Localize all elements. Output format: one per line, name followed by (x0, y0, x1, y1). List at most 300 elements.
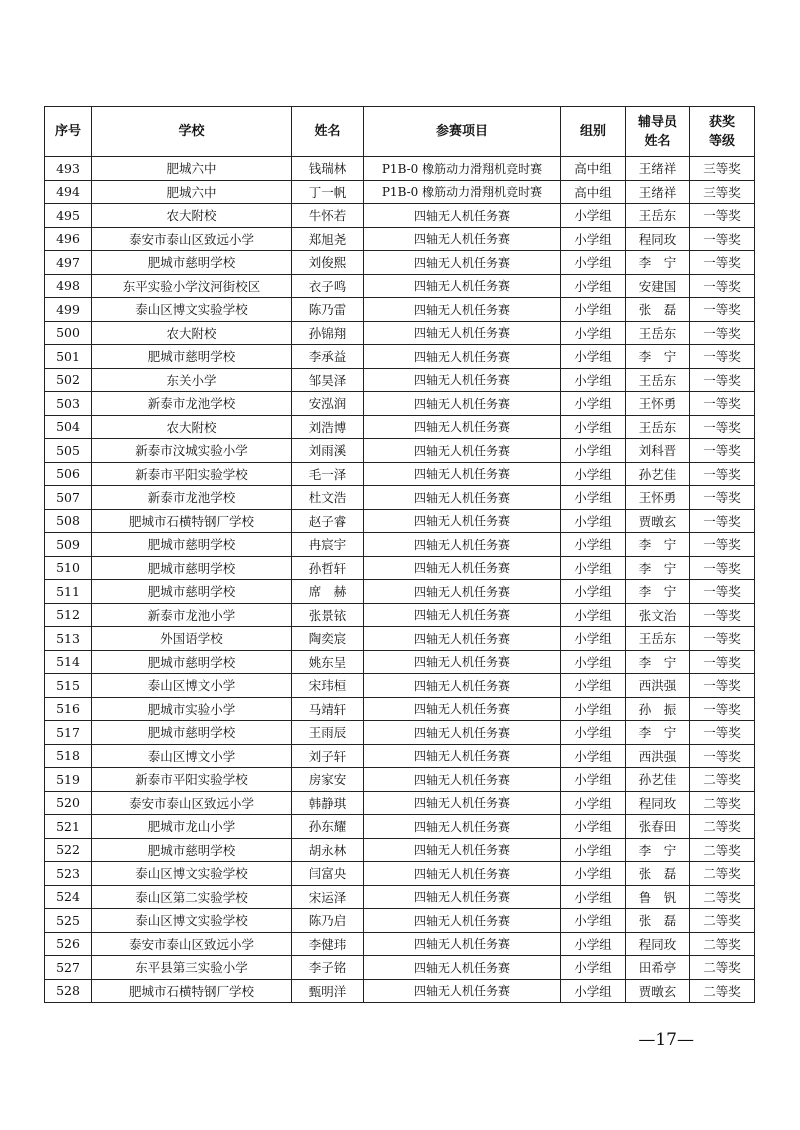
cell-school: 肥城市龙山小学 (92, 815, 292, 839)
cell-name: 李子铭 (292, 956, 364, 980)
cell-name: 毛一泽 (292, 462, 364, 486)
cell-tutor: 张春田 (626, 815, 690, 839)
header-row (45, 107, 755, 157)
cell-no: 496 (45, 227, 92, 251)
cell-tutor: 王怀勇 (626, 486, 690, 510)
cell-group: 小学组 (561, 227, 626, 251)
cell-group: 小学组 (561, 439, 626, 463)
cell-no: 505 (45, 439, 92, 463)
cell-name: 陶奕宸 (292, 627, 364, 651)
table-row (45, 650, 755, 674)
cell-group: 高中组 (561, 157, 626, 181)
cell-tutor: 王绪祥 (626, 180, 690, 204)
cell-school: 肥城市实验小学 (92, 697, 292, 721)
cell-project: 四轴无人机任务赛 (364, 721, 561, 745)
cell-group: 小学组 (561, 674, 626, 698)
cell-tutor: 李 宁 (626, 533, 690, 557)
table-row (45, 815, 755, 839)
cell-no: 525 (45, 909, 92, 933)
cell-award: 三等奖 (690, 180, 755, 204)
cell-tutor: 张文治 (626, 603, 690, 627)
cell-group: 小学组 (561, 885, 626, 909)
cell-tutor: 李 宁 (626, 556, 690, 580)
cell-school: 肥城市慈明学校 (92, 251, 292, 275)
cell-no: 511 (45, 580, 92, 604)
cell-tutor: 王绪祥 (626, 157, 690, 181)
cell-project: 四轴无人机任务赛 (364, 744, 561, 768)
cell-tutor: 王岳东 (626, 204, 690, 228)
table-row (45, 956, 755, 980)
cell-tutor: 孙艺佳 (626, 768, 690, 792)
table-row (45, 768, 755, 792)
cell-name: 陈乃启 (292, 909, 364, 933)
cell-project: 四轴无人机任务赛 (364, 509, 561, 533)
cell-name: 席 赫 (292, 580, 364, 604)
cell-name: 姚东呈 (292, 650, 364, 674)
cell-award: 一等奖 (690, 345, 755, 369)
cell-no: 521 (45, 815, 92, 839)
cell-group: 小学组 (561, 932, 626, 956)
cell-project: 四轴无人机任务赛 (364, 227, 561, 251)
cell-group: 小学组 (561, 697, 626, 721)
cell-name: 孙哲轩 (292, 556, 364, 580)
cell-no: 510 (45, 556, 92, 580)
cell-no: 499 (45, 298, 92, 322)
cell-award: 一等奖 (690, 204, 755, 228)
cell-no: 498 (45, 274, 92, 298)
cell-award: 一等奖 (690, 251, 755, 275)
cell-no: 504 (45, 415, 92, 439)
cell-tutor: 李 宁 (626, 721, 690, 745)
table-row (45, 627, 755, 651)
table-row (45, 909, 755, 933)
cell-school: 新泰市龙池小学 (92, 603, 292, 627)
cell-group: 小学组 (561, 744, 626, 768)
cell-no: 494 (45, 180, 92, 204)
cell-school: 泰安市泰山区致远小学 (92, 932, 292, 956)
cell-tutor: 程同玫 (626, 932, 690, 956)
table-row (45, 979, 755, 1003)
cell-no: 502 (45, 368, 92, 392)
table-row (45, 674, 755, 698)
cell-tutor: 程同玫 (626, 227, 690, 251)
cell-name: 闫富央 (292, 862, 364, 886)
cell-school: 肥城市慈明学校 (92, 345, 292, 369)
cell-project: 四轴无人机任务赛 (364, 392, 561, 416)
cell-project: 四轴无人机任务赛 (364, 697, 561, 721)
cell-tutor: 张 磊 (626, 862, 690, 886)
cell-group: 小学组 (561, 650, 626, 674)
cell-name: 宋运泽 (292, 885, 364, 909)
cell-project: 四轴无人机任务赛 (364, 650, 561, 674)
cell-project: 四轴无人机任务赛 (364, 791, 561, 815)
table-row (45, 204, 755, 228)
header-award-line2: 等级 (708, 133, 735, 149)
cell-project: 四轴无人机任务赛 (364, 956, 561, 980)
cell-project: 四轴无人机任务赛 (364, 251, 561, 275)
table-row (45, 885, 755, 909)
cell-school: 泰山区博文实验学校 (92, 862, 292, 886)
cell-group: 小学组 (561, 533, 626, 557)
cell-award: 二等奖 (690, 815, 755, 839)
cell-name: 韩静琪 (292, 791, 364, 815)
cell-group: 小学组 (561, 556, 626, 580)
table-row (45, 533, 755, 557)
cell-no: 528 (45, 979, 92, 1003)
cell-school: 肥城市石横特钢厂学校 (92, 509, 292, 533)
cell-tutor: 刘科晋 (626, 439, 690, 463)
table-row (45, 227, 755, 251)
cell-school: 外国语学校 (92, 627, 292, 651)
cell-name: 刘雨溪 (292, 439, 364, 463)
cell-name: 赵子睿 (292, 509, 364, 533)
cell-name: 李健玮 (292, 932, 364, 956)
header-award (690, 107, 755, 157)
cell-name: 刘子轩 (292, 744, 364, 768)
cell-name: 刘浩博 (292, 415, 364, 439)
cell-school: 泰山区博文小学 (92, 674, 292, 698)
cell-group: 小学组 (561, 321, 626, 345)
table-row (45, 486, 755, 510)
cell-group: 小学组 (561, 721, 626, 745)
cell-no: 518 (45, 744, 92, 768)
cell-school: 肥城市慈明学校 (92, 580, 292, 604)
cell-school: 泰安市泰山区致远小学 (92, 791, 292, 815)
table-row (45, 274, 755, 298)
cell-school: 新泰市龙池学校 (92, 392, 292, 416)
cell-no: 515 (45, 674, 92, 698)
cell-award: 一等奖 (690, 744, 755, 768)
cell-award: 二等奖 (690, 862, 755, 886)
cell-project: 四轴无人机任务赛 (364, 862, 561, 886)
cell-award: 二等奖 (690, 768, 755, 792)
cell-award: 二等奖 (690, 791, 755, 815)
cell-award: 一等奖 (690, 627, 755, 651)
cell-project: 四轴无人机任务赛 (364, 556, 561, 580)
cell-tutor: 西洪强 (626, 744, 690, 768)
cell-tutor: 鲁 钒 (626, 885, 690, 909)
cell-award: 一等奖 (690, 298, 755, 322)
cell-tutor: 张 磊 (626, 909, 690, 933)
cell-name: 牛怀若 (292, 204, 364, 228)
header-group: 组别 (561, 107, 626, 157)
table-row (45, 603, 755, 627)
cell-name: 邹昊泽 (292, 368, 364, 392)
table-row (45, 862, 755, 886)
cell-award: 一等奖 (690, 603, 755, 627)
cell-group: 小学组 (561, 251, 626, 275)
cell-name: 王雨辰 (292, 721, 364, 745)
cell-name: 冉宸宇 (292, 533, 364, 557)
cell-no: 524 (45, 885, 92, 909)
cell-award: 一等奖 (690, 321, 755, 345)
cell-no: 517 (45, 721, 92, 745)
cell-group: 小学组 (561, 274, 626, 298)
cell-name: 丁一帆 (292, 180, 364, 204)
cell-school: 泰山区博文实验学校 (92, 909, 292, 933)
cell-school: 新泰市汶城实验小学 (92, 439, 292, 463)
cell-school: 肥城市慈明学校 (92, 650, 292, 674)
cell-school: 新泰市平阳实验学校 (92, 768, 292, 792)
cell-project: 四轴无人机任务赛 (364, 345, 561, 369)
cell-name: 刘俊熙 (292, 251, 364, 275)
cell-name: 钱瑞林 (292, 157, 364, 181)
cell-tutor: 李 宁 (626, 580, 690, 604)
cell-award: 一等奖 (690, 415, 755, 439)
table-row (45, 298, 755, 322)
cell-award: 一等奖 (690, 650, 755, 674)
cell-no: 512 (45, 603, 92, 627)
cell-name: 郑旭尧 (292, 227, 364, 251)
cell-project: P1B-0 橡筋动力滑翔机竞时赛 (364, 157, 561, 181)
cell-project: 四轴无人机任务赛 (364, 533, 561, 557)
cell-no: 509 (45, 533, 92, 557)
cell-project: 四轴无人机任务赛 (364, 321, 561, 345)
cell-project: 四轴无人机任务赛 (364, 603, 561, 627)
cell-tutor: 王怀勇 (626, 392, 690, 416)
cell-name: 房家安 (292, 768, 364, 792)
table-row (45, 744, 755, 768)
cell-group: 小学组 (561, 462, 626, 486)
cell-award: 一等奖 (690, 533, 755, 557)
cell-group: 小学组 (561, 392, 626, 416)
table-row (45, 791, 755, 815)
cell-no: 516 (45, 697, 92, 721)
cell-award: 三等奖 (690, 157, 755, 181)
cell-name: 胡永林 (292, 838, 364, 862)
cell-school: 农大附校 (92, 204, 292, 228)
table-row (45, 439, 755, 463)
cell-project: 四轴无人机任务赛 (364, 838, 561, 862)
cell-name: 孙锦翔 (292, 321, 364, 345)
cell-school: 新泰市龙池学校 (92, 486, 292, 510)
cell-tutor: 李 宁 (626, 345, 690, 369)
cell-name: 甄明洋 (292, 979, 364, 1003)
cell-award: 一等奖 (690, 674, 755, 698)
header-tutor-line1: 辅导员 (637, 114, 677, 130)
cell-tutor: 李 宁 (626, 650, 690, 674)
cell-project: 四轴无人机任务赛 (364, 909, 561, 933)
cell-group: 小学组 (561, 838, 626, 862)
cell-group: 小学组 (561, 603, 626, 627)
cell-award: 二等奖 (690, 932, 755, 956)
cell-name: 张景铱 (292, 603, 364, 627)
cell-tutor: 安建国 (626, 274, 690, 298)
cell-award: 一等奖 (690, 274, 755, 298)
table-row (45, 180, 755, 204)
cell-group: 小学组 (561, 791, 626, 815)
cell-no: 507 (45, 486, 92, 510)
header-school: 学校 (92, 107, 292, 157)
cell-school: 肥城市慈明学校 (92, 533, 292, 557)
cell-award: 一等奖 (690, 462, 755, 486)
cell-no: 503 (45, 392, 92, 416)
cell-group: 小学组 (561, 979, 626, 1003)
cell-name: 李承益 (292, 345, 364, 369)
cell-no: 523 (45, 862, 92, 886)
table-row (45, 157, 755, 181)
cell-no: 526 (45, 932, 92, 956)
table-row (45, 251, 755, 275)
cell-school: 肥城六中 (92, 157, 292, 181)
cell-school: 泰山区博文实验学校 (92, 298, 292, 322)
cell-award: 一等奖 (690, 227, 755, 251)
cell-project: 四轴无人机任务赛 (364, 674, 561, 698)
cell-tutor: 王岳东 (626, 321, 690, 345)
cell-tutor: 王岳东 (626, 415, 690, 439)
cell-name: 宋玮桓 (292, 674, 364, 698)
cell-no: 522 (45, 838, 92, 862)
cell-school: 农大附校 (92, 415, 292, 439)
table-row (45, 345, 755, 369)
cell-school: 泰山区第二实验学校 (92, 885, 292, 909)
cell-project: 四轴无人机任务赛 (364, 415, 561, 439)
cell-group: 小学组 (561, 909, 626, 933)
cell-project: 四轴无人机任务赛 (364, 486, 561, 510)
cell-no: 500 (45, 321, 92, 345)
cell-project: 四轴无人机任务赛 (364, 298, 561, 322)
cell-award: 一等奖 (690, 486, 755, 510)
cell-project: 四轴无人机任务赛 (364, 368, 561, 392)
cell-group: 小学组 (561, 956, 626, 980)
cell-award: 一等奖 (690, 439, 755, 463)
cell-group: 小学组 (561, 627, 626, 651)
cell-project: 四轴无人机任务赛 (364, 580, 561, 604)
cell-award: 二等奖 (690, 885, 755, 909)
cell-tutor: 李 宁 (626, 251, 690, 275)
cell-award: 一等奖 (690, 368, 755, 392)
header-no: 序号 (45, 107, 92, 157)
cell-project: 四轴无人机任务赛 (364, 439, 561, 463)
cell-project: 四轴无人机任务赛 (364, 627, 561, 651)
cell-project: P1B-0 橡筋动力滑翔机竞时赛 (364, 180, 561, 204)
cell-group: 小学组 (561, 204, 626, 228)
page-number: —17— (638, 1030, 694, 1050)
cell-award: 二等奖 (690, 979, 755, 1003)
table-row (45, 932, 755, 956)
cell-project: 四轴无人机任务赛 (364, 815, 561, 839)
cell-tutor: 田希亭 (626, 956, 690, 980)
cell-no: 527 (45, 956, 92, 980)
cell-no: 501 (45, 345, 92, 369)
cell-name: 马靖轩 (292, 697, 364, 721)
cell-group: 小学组 (561, 298, 626, 322)
cell-project: 四轴无人机任务赛 (364, 885, 561, 909)
cell-school: 农大附校 (92, 321, 292, 345)
header-award-line1: 获奖 (708, 114, 735, 130)
header-tutor (626, 107, 690, 157)
cell-tutor: 李 宁 (626, 838, 690, 862)
cell-project: 四轴无人机任务赛 (364, 274, 561, 298)
cell-project: 四轴无人机任务赛 (364, 768, 561, 792)
cell-no: 519 (45, 768, 92, 792)
cell-group: 小学组 (561, 815, 626, 839)
cell-tutor: 程同玫 (626, 791, 690, 815)
table-row (45, 392, 755, 416)
cell-school: 东关小学 (92, 368, 292, 392)
header-name: 姓名 (292, 107, 364, 157)
cell-award: 一等奖 (690, 721, 755, 745)
cell-group: 小学组 (561, 368, 626, 392)
cell-school: 东平实验小学汶河街校区 (92, 274, 292, 298)
cell-project: 四轴无人机任务赛 (364, 462, 561, 486)
table-row (45, 580, 755, 604)
cell-no: 520 (45, 791, 92, 815)
cell-school: 肥城市慈明学校 (92, 556, 292, 580)
cell-no: 514 (45, 650, 92, 674)
cell-group: 小学组 (561, 415, 626, 439)
cell-school: 肥城六中 (92, 180, 292, 204)
cell-project: 四轴无人机任务赛 (364, 979, 561, 1003)
cell-school: 肥城市慈明学校 (92, 838, 292, 862)
table-header (45, 107, 755, 157)
cell-award: 二等奖 (690, 838, 755, 862)
cell-group: 小学组 (561, 862, 626, 886)
cell-group: 小学组 (561, 509, 626, 533)
cell-school: 泰安市泰山区致远小学 (92, 227, 292, 251)
cell-name: 孙东耀 (292, 815, 364, 839)
table-row (45, 697, 755, 721)
cell-no: 508 (45, 509, 92, 533)
cell-name: 安泓润 (292, 392, 364, 416)
cell-group: 小学组 (561, 345, 626, 369)
table-row (45, 556, 755, 580)
cell-school: 新泰市平阳实验学校 (92, 462, 292, 486)
cell-award: 一等奖 (690, 509, 755, 533)
cell-tutor: 贾暾玄 (626, 979, 690, 1003)
header-tutor-line2: 姓名 (644, 133, 671, 149)
cell-award: 二等奖 (690, 956, 755, 980)
cell-award: 一等奖 (690, 697, 755, 721)
cell-no: 493 (45, 157, 92, 181)
cell-tutor: 王岳东 (626, 627, 690, 651)
cell-group: 小学组 (561, 580, 626, 604)
cell-name: 杜文浩 (292, 486, 364, 510)
cell-tutor: 王岳东 (626, 368, 690, 392)
table-row (45, 509, 755, 533)
cell-no: 513 (45, 627, 92, 651)
cell-school: 泰山区博文小学 (92, 744, 292, 768)
cell-tutor: 张 磊 (626, 298, 690, 322)
cell-tutor: 孙艺佳 (626, 462, 690, 486)
table-row (45, 462, 755, 486)
cell-school: 肥城市石横特钢厂学校 (92, 979, 292, 1003)
cell-tutor: 孙 振 (626, 697, 690, 721)
award-list-table (44, 106, 755, 1003)
cell-name: 陈乃雷 (292, 298, 364, 322)
table-row (45, 321, 755, 345)
table-row (45, 415, 755, 439)
cell-group: 小学组 (561, 768, 626, 792)
cell-name: 衣子鸣 (292, 274, 364, 298)
cell-award: 一等奖 (690, 556, 755, 580)
cell-award: 一等奖 (690, 580, 755, 604)
cell-tutor: 贾暾玄 (626, 509, 690, 533)
table-body (45, 157, 755, 1003)
cell-school: 肥城市慈明学校 (92, 721, 292, 745)
table-row (45, 838, 755, 862)
header-project: 参赛项目 (364, 107, 561, 157)
cell-project: 四轴无人机任务赛 (364, 932, 561, 956)
table-row (45, 721, 755, 745)
cell-school: 东平县第三实验小学 (92, 956, 292, 980)
cell-group: 小学组 (561, 486, 626, 510)
cell-award: 二等奖 (690, 909, 755, 933)
table-row (45, 368, 755, 392)
cell-no: 506 (45, 462, 92, 486)
cell-no: 495 (45, 204, 92, 228)
cell-no: 497 (45, 251, 92, 275)
